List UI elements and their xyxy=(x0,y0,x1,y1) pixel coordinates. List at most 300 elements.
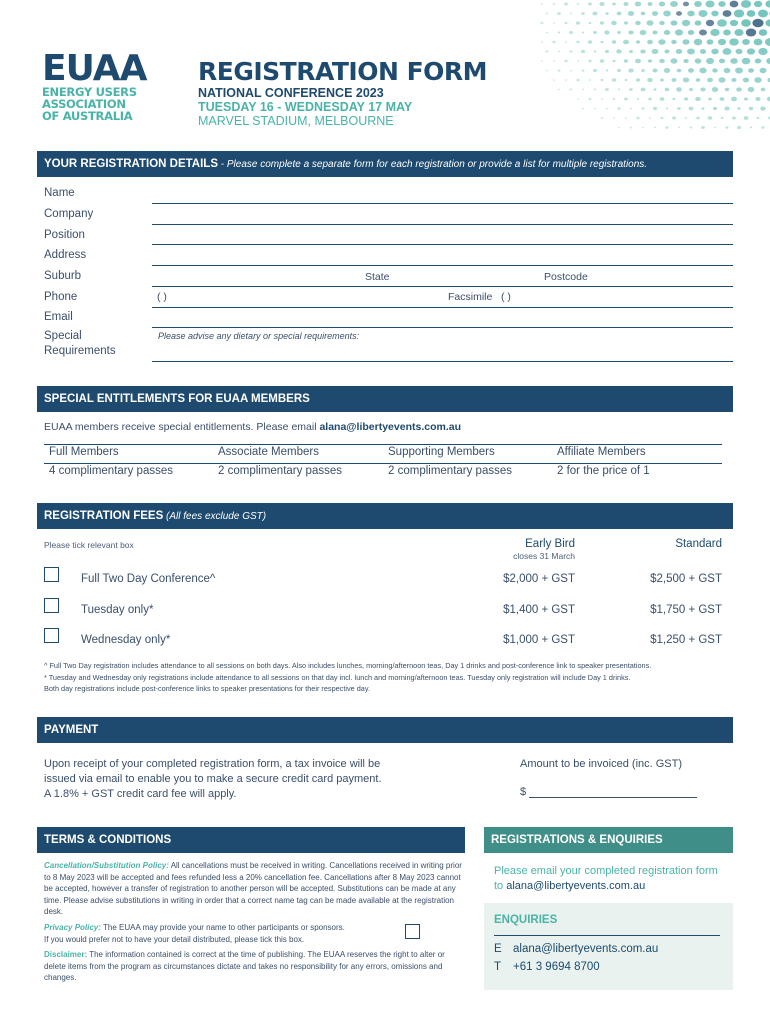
decorative-dot xyxy=(628,11,634,16)
decorative-dot xyxy=(600,41,603,43)
conference-name: NATIONAL CONFERENCE 2023 xyxy=(198,86,384,100)
decorative-dot xyxy=(734,10,744,18)
decorative-dot xyxy=(558,32,561,34)
decorative-dot xyxy=(735,67,743,73)
decorative-dot xyxy=(699,29,707,35)
decorative-dot xyxy=(754,39,763,46)
decorative-dot xyxy=(576,41,579,43)
decorative-dot xyxy=(730,58,737,64)
decorative-dot xyxy=(666,108,668,110)
decorative-dot xyxy=(636,78,640,81)
disclaimer-label: Disclaimer: xyxy=(44,950,88,959)
decorative-dot xyxy=(569,31,573,34)
decorative-dot xyxy=(731,78,736,82)
decorative-dot xyxy=(577,98,579,100)
logo-wordmark: EUAA xyxy=(42,48,147,89)
decorative-dot xyxy=(747,48,755,54)
tuesday-only-checkbox[interactable] xyxy=(44,598,59,613)
decorative-dot xyxy=(687,11,695,17)
decorative-dot xyxy=(624,97,628,100)
decorative-dot xyxy=(700,88,705,92)
decorative-dot xyxy=(605,88,609,91)
privacy-opt-out-checkbox[interactable] xyxy=(405,924,420,939)
decorative-dot xyxy=(588,40,593,44)
decorative-dot xyxy=(589,79,591,81)
decorative-dot xyxy=(761,88,766,92)
decorative-dot xyxy=(718,77,725,82)
decorative-dot xyxy=(671,40,677,44)
decorative-dot xyxy=(741,19,751,26)
decorative-dot xyxy=(600,79,603,81)
decorative-dot xyxy=(606,108,608,110)
decorative-dot xyxy=(765,20,770,27)
registration-fees-header xyxy=(37,503,733,529)
payment-description xyxy=(44,757,434,802)
email-key: E xyxy=(494,943,502,955)
terms-header xyxy=(37,827,465,853)
decorative-dot xyxy=(576,21,580,24)
decorative-dot xyxy=(700,49,706,54)
decorative-dot xyxy=(685,117,687,119)
decorative-dot xyxy=(600,21,604,24)
entitlements-type-row xyxy=(44,444,722,463)
decorative-dot xyxy=(694,39,703,46)
decorative-dot xyxy=(628,68,633,72)
decorative-dot xyxy=(565,41,567,43)
decorative-dot xyxy=(744,116,749,120)
registration-fees-subtitle: (All fees exclude GST) xyxy=(163,511,267,522)
decorative-dot xyxy=(670,1,678,7)
decorative-dot xyxy=(611,21,617,25)
decorative-dot xyxy=(541,3,543,5)
decorative-dot xyxy=(647,78,653,82)
payment-title: PAYMENT xyxy=(44,724,99,736)
decorative-dot xyxy=(759,29,768,36)
enquiries-phone-row xyxy=(494,961,600,973)
decorative-dot xyxy=(765,38,770,46)
decorative-dot xyxy=(642,107,645,109)
decorative-dot xyxy=(732,117,736,120)
registration-details-subtitle: - Please complete a separate form for each registration or provide a list for multiple registrations. xyxy=(218,159,648,170)
decorative-dot xyxy=(717,19,727,27)
decorative-dot xyxy=(564,60,567,63)
euaa-logo xyxy=(42,48,192,123)
member-type-supporting: Supporting Members xyxy=(388,446,495,458)
decorative-dot xyxy=(601,98,603,100)
decorative-dot xyxy=(652,11,658,16)
footnote-presentations: Both day registrations include post-conference links to speaker presentations for their respective day. xyxy=(44,684,370,693)
decorative-dot xyxy=(725,88,729,91)
member-benefit-full: 4 complimentary passes xyxy=(49,465,173,477)
suburb-label: Suburb xyxy=(44,270,82,282)
decorative-dot xyxy=(592,12,597,16)
decorative-dot xyxy=(721,117,724,119)
decorative-dot xyxy=(696,117,699,120)
decorative-dot xyxy=(540,22,543,24)
decorative-dot xyxy=(747,10,756,17)
decorative-dot xyxy=(698,10,707,17)
decorative-dot xyxy=(744,97,748,100)
decorative-dot xyxy=(541,60,543,62)
privacy-policy-text-1: The EUAA may provide your name to other participants or sponsors. xyxy=(100,923,345,932)
decorative-dot xyxy=(665,88,669,91)
address-label: Address xyxy=(44,249,87,261)
decorative-dot xyxy=(565,22,568,24)
fax-area-code: ( ) xyxy=(501,291,511,303)
decorative-dot xyxy=(754,77,761,83)
decorative-dot xyxy=(730,20,738,26)
decorative-dot xyxy=(719,59,725,64)
phone-key: T xyxy=(494,961,502,973)
decorative-dot xyxy=(641,88,646,92)
decorative-dot xyxy=(570,88,573,90)
decorative-dot xyxy=(723,10,732,17)
decorative-dot xyxy=(623,40,629,45)
decorative-dot xyxy=(646,20,653,25)
decorative-dot xyxy=(553,22,555,24)
decorative-dot xyxy=(755,97,760,101)
member-type-affiliate: Affiliate Members xyxy=(557,446,646,458)
decorative-dot xyxy=(605,12,608,15)
privacy-policy-label: Privacy Policy: xyxy=(44,923,101,932)
decorative-dot xyxy=(708,98,712,101)
decorative-dot xyxy=(546,32,548,34)
decorative-dot xyxy=(672,98,675,100)
decorative-dot xyxy=(671,20,678,25)
facsimile-label: Facsimile xyxy=(448,291,493,303)
decorative-dot xyxy=(648,2,653,6)
decorative-dot xyxy=(582,108,584,110)
decorative-dot xyxy=(701,126,705,129)
decorative-dot xyxy=(690,126,693,128)
registration-details-header xyxy=(37,151,733,177)
fee-label-wednesday: Wednesday only* xyxy=(81,634,171,646)
decorative-dot xyxy=(582,69,585,71)
decorative-dot xyxy=(682,20,690,26)
decorative-dot xyxy=(711,49,719,55)
decorative-dot xyxy=(617,12,622,16)
payment-text-line-1: Upon receipt of your completed registration form, a tax invoice will be xyxy=(44,758,381,770)
decorative-dot xyxy=(660,97,665,101)
payment-text-line-2: issued via email to enable you to make a secure credit card payment. xyxy=(44,773,382,785)
decorative-dot xyxy=(688,30,694,35)
decorative-dot xyxy=(766,58,770,64)
terms-title: TERMS & CONDITIONS xyxy=(44,834,172,846)
title-block xyxy=(198,58,487,129)
name-field[interactable] xyxy=(152,203,733,204)
enquiries-phone-value[interactable]: +61 3 9694 8700 xyxy=(513,961,600,973)
decorative-dot xyxy=(682,39,689,44)
decorative-dot xyxy=(705,0,714,7)
decorative-dot xyxy=(683,2,689,7)
email-field[interactable] xyxy=(152,327,733,328)
decorative-dot xyxy=(758,48,767,55)
form-title: REGISTRATION FORM xyxy=(198,57,488,86)
decorative-dot xyxy=(617,69,621,72)
decorative-dot xyxy=(570,70,572,72)
full-two-day-checkbox[interactable] xyxy=(44,567,59,582)
decorative-dot xyxy=(724,68,731,73)
decorative-dot xyxy=(694,1,702,7)
decorative-dot xyxy=(613,117,615,119)
decorative-dot xyxy=(576,79,579,82)
decorative-dot xyxy=(588,60,591,62)
entitlements-intro-text: EUAA members receive special entitlements. Please email xyxy=(44,421,320,433)
special-requirements-label-2: Requirements xyxy=(44,345,116,357)
decorative-dot xyxy=(754,1,762,7)
decorative-dot xyxy=(558,69,561,71)
suburb-state-postcode-field[interactable] xyxy=(152,286,733,287)
decorative-dot xyxy=(635,1,642,6)
registration-details-title: YOUR REGISTRATION DETAILS xyxy=(44,158,218,170)
decorative-dot xyxy=(688,68,694,73)
decorative-dot xyxy=(552,41,555,44)
decorative-dot xyxy=(636,117,639,120)
decorative-dot-pattern xyxy=(530,0,770,150)
decorative-dot xyxy=(675,29,683,35)
decorative-dot xyxy=(613,98,616,100)
decorative-dot xyxy=(671,78,676,82)
company-field[interactable] xyxy=(152,224,733,225)
amount-invoiced-label: Amount to be invoiced (inc. GST) xyxy=(520,758,683,770)
decorative-dot xyxy=(724,106,729,110)
decorative-dot xyxy=(689,88,693,91)
decorative-dot xyxy=(759,68,766,73)
decorative-dot xyxy=(582,32,584,34)
enquiries-email-value[interactable]: alana@libertyevents.com.au xyxy=(513,943,659,955)
registration-fees-title: REGISTRATION FEES xyxy=(44,510,164,522)
decorative-dot xyxy=(702,107,705,109)
fee-early-wednesday: $1,000 + GST xyxy=(503,634,575,646)
decorative-dot xyxy=(589,98,592,100)
payment-text-line-3: A 1.8% + GST credit card fee will apply. xyxy=(44,788,237,800)
decorative-dot xyxy=(659,59,665,63)
enquiries-rule xyxy=(494,935,720,936)
member-benefit-affiliate: 2 for the price of 1 xyxy=(557,465,650,477)
decorative-dot xyxy=(699,68,706,74)
decorative-dot xyxy=(618,89,620,91)
decorative-dot xyxy=(601,117,603,119)
decorative-dot xyxy=(612,40,617,43)
decorative-dot xyxy=(616,49,622,53)
fee-standard-tuesday: $1,750 + GST xyxy=(650,604,722,616)
decorative-dot xyxy=(723,48,732,55)
special-requirements-field[interactable] xyxy=(152,361,733,362)
decorative-dot xyxy=(742,39,750,45)
decorative-dot xyxy=(625,117,627,119)
decorative-dot xyxy=(663,11,671,17)
decorative-dot xyxy=(676,49,683,54)
decorative-dot xyxy=(648,98,652,101)
decorative-dot xyxy=(714,127,716,129)
decorative-dot xyxy=(581,12,585,15)
member-type-full: Full Members xyxy=(49,446,119,458)
decorative-dot xyxy=(760,106,766,110)
member-benefit-supporting: 2 complimentary passes xyxy=(388,465,512,477)
decorative-dot xyxy=(746,28,756,36)
phone-fax-field[interactable] xyxy=(152,307,733,308)
decorative-dot xyxy=(718,1,725,7)
decorative-dot xyxy=(757,117,760,119)
decorative-dot xyxy=(687,48,695,54)
decorative-dot xyxy=(712,68,717,72)
decorative-dot xyxy=(670,58,677,63)
entitlements-email-link[interactable]: alana@libertyevents.com.au xyxy=(319,421,461,433)
decorative-dot xyxy=(735,49,742,54)
decorative-dot xyxy=(617,31,621,34)
decorative-dot xyxy=(617,107,620,110)
decorative-dot xyxy=(648,59,652,62)
decorative-dot xyxy=(748,68,754,73)
tick-box-hint: Please tick relevant box xyxy=(44,540,134,550)
position-field[interactable] xyxy=(152,244,733,245)
early-bird-heading: Early Bird xyxy=(525,538,575,550)
fee-standard-wednesday: $1,250 + GST xyxy=(650,634,722,646)
decorative-dot xyxy=(676,87,682,91)
decorative-dot xyxy=(635,21,641,25)
conference-dates: TUESDAY 16 - WEDNESDAY 17 MAY xyxy=(198,100,413,114)
enquiries-instructions-text: Please email your completed registration form to xyxy=(494,865,718,892)
enquiries-email-link[interactable]: alana@libertyevents.com.au xyxy=(506,880,646,892)
cancellation-policy-text: All cancellations must be received in writing. Cancellations received in writing prior to 8 May 2023 will be accepted and fees refunded less a 20% cancellation fee. Cancellations after 8 May 2023 cannot be accepted, however a transfer of registration to another person will be accepted. Substitutions can be made at any time. Please advise substitutions in writing in order that a correct name tag can be made available at the registration desk. xyxy=(44,861,462,916)
decorative-dot xyxy=(553,3,555,5)
decorative-dot xyxy=(752,19,763,28)
decorative-dot xyxy=(623,2,628,6)
position-label: Position xyxy=(44,229,85,241)
decorative-dot xyxy=(588,3,592,6)
decorative-dot xyxy=(677,69,682,73)
decorative-dot xyxy=(741,0,751,8)
decorative-dot xyxy=(630,126,633,128)
decorative-dot xyxy=(731,97,737,102)
decorative-dot xyxy=(577,60,579,62)
decorative-dot xyxy=(604,30,609,34)
decorative-dot xyxy=(647,40,653,44)
decorative-dot xyxy=(640,49,645,53)
decorative-dot xyxy=(582,89,584,91)
decorative-dot xyxy=(652,49,659,54)
decorative-dot xyxy=(750,127,752,129)
decorative-dot xyxy=(654,127,656,129)
decorative-dot xyxy=(553,79,555,81)
decorative-dot xyxy=(761,126,764,128)
decorative-dot xyxy=(605,50,609,53)
decorative-dot xyxy=(593,69,597,72)
decorative-dot xyxy=(594,51,597,53)
standard-heading: Standard xyxy=(675,538,722,550)
decorative-dot xyxy=(640,30,647,35)
decorative-dot xyxy=(546,50,549,52)
email-label: Email xyxy=(44,311,73,323)
entitlements-header xyxy=(37,386,733,412)
fee-early-tuesday: $1,400 + GST xyxy=(503,604,575,616)
decorative-dot xyxy=(676,11,682,16)
postcode-label: Postcode xyxy=(544,271,588,283)
decorative-dot xyxy=(664,68,670,73)
decorative-dot xyxy=(612,3,616,6)
wednesday-only-checkbox[interactable] xyxy=(44,628,59,643)
decorative-dot xyxy=(558,51,560,53)
decorative-dot xyxy=(652,31,657,35)
payment-header xyxy=(37,717,733,743)
decorative-dot xyxy=(612,78,616,81)
enquiries-subheading: ENQUIRIES xyxy=(494,914,558,926)
decorative-dot xyxy=(672,116,676,119)
decorative-dot xyxy=(594,89,596,91)
decorative-dot xyxy=(593,31,597,34)
decorative-dot xyxy=(546,70,548,72)
privacy-policy-text-2: If you would prefer not to have your detail distributed, please tick this box. xyxy=(44,934,305,944)
decorative-dot xyxy=(557,12,561,15)
decorative-dot xyxy=(659,2,665,7)
decorative-dot xyxy=(661,117,664,119)
decorative-dot xyxy=(589,22,592,24)
decorative-dot xyxy=(725,126,728,128)
decorative-dot xyxy=(734,29,743,36)
decorative-dot xyxy=(625,79,628,81)
phone-area-code: ( ) xyxy=(157,291,167,303)
decorative-dot xyxy=(635,59,641,64)
conference-venue: MARVEL STADIUM, MELBOURNE xyxy=(198,114,394,128)
decorative-dot xyxy=(570,13,572,15)
logo-line-2: ASSOCIATION xyxy=(42,97,126,111)
decorative-dot xyxy=(749,107,753,110)
entitlements-table xyxy=(44,444,722,482)
registrations-enquiries-title: REGISTRATIONS & ENQUIRIES xyxy=(491,834,663,846)
decorative-dot xyxy=(737,107,740,110)
enquiries-instructions xyxy=(494,864,729,894)
decorative-dot xyxy=(599,2,604,6)
entitlements-benefit-row xyxy=(44,463,722,482)
decorative-dot xyxy=(711,11,718,17)
decorative-dot xyxy=(594,108,596,110)
decorative-dot xyxy=(641,12,646,16)
decorative-dot xyxy=(720,97,725,101)
decorative-dot xyxy=(678,127,680,129)
address-field[interactable] xyxy=(152,265,733,266)
fee-early-full: $2,000 + GST xyxy=(503,573,575,585)
decorative-dot xyxy=(624,21,628,24)
decorative-dot xyxy=(659,21,664,25)
decorative-dot xyxy=(706,58,714,64)
decorative-dot xyxy=(629,88,633,91)
decorative-dot xyxy=(606,70,609,72)
enquiries-email-row xyxy=(494,943,658,955)
decorative-dot xyxy=(729,38,739,45)
fee-label-full: Full Two Day Conference^ xyxy=(81,573,216,585)
decorative-dot xyxy=(653,88,656,90)
decorative-dot xyxy=(712,87,718,92)
decorative-dot xyxy=(730,1,739,8)
logo-line-3: OF AUSTRALIA xyxy=(42,109,133,123)
logo-line-1: ENERGY USERS xyxy=(42,85,137,99)
decorative-dot xyxy=(564,3,568,6)
footnote-single-day: * Tuesday and Wednesday only registrations include attendance to all sessions on that day incl. lunch and morning/afternoon teas. Tuesday only registration will include Day 1 drinks. xyxy=(44,673,631,682)
member-benefit-associate: 2 complimentary passes xyxy=(218,465,342,477)
decorative-dot xyxy=(541,41,543,43)
decorative-dot xyxy=(665,126,668,129)
decorative-dot xyxy=(743,78,749,83)
decorative-dot xyxy=(713,107,717,110)
decorative-dot xyxy=(748,87,755,92)
decorative-dot xyxy=(630,108,632,110)
footnote-full-two-day: ^ Full Two Day registration includes attendance to all sessions on both days. Also includes lunches, morning/afternoon teas, Day 1 drinks and post-conference link to speaker presentations. xyxy=(44,661,652,670)
decorative-dot xyxy=(736,87,742,91)
decorative-dot xyxy=(628,30,633,34)
state-label: State xyxy=(365,271,390,283)
amount-invoiced-field[interactable] xyxy=(529,797,697,798)
decorative-dot xyxy=(658,39,665,45)
